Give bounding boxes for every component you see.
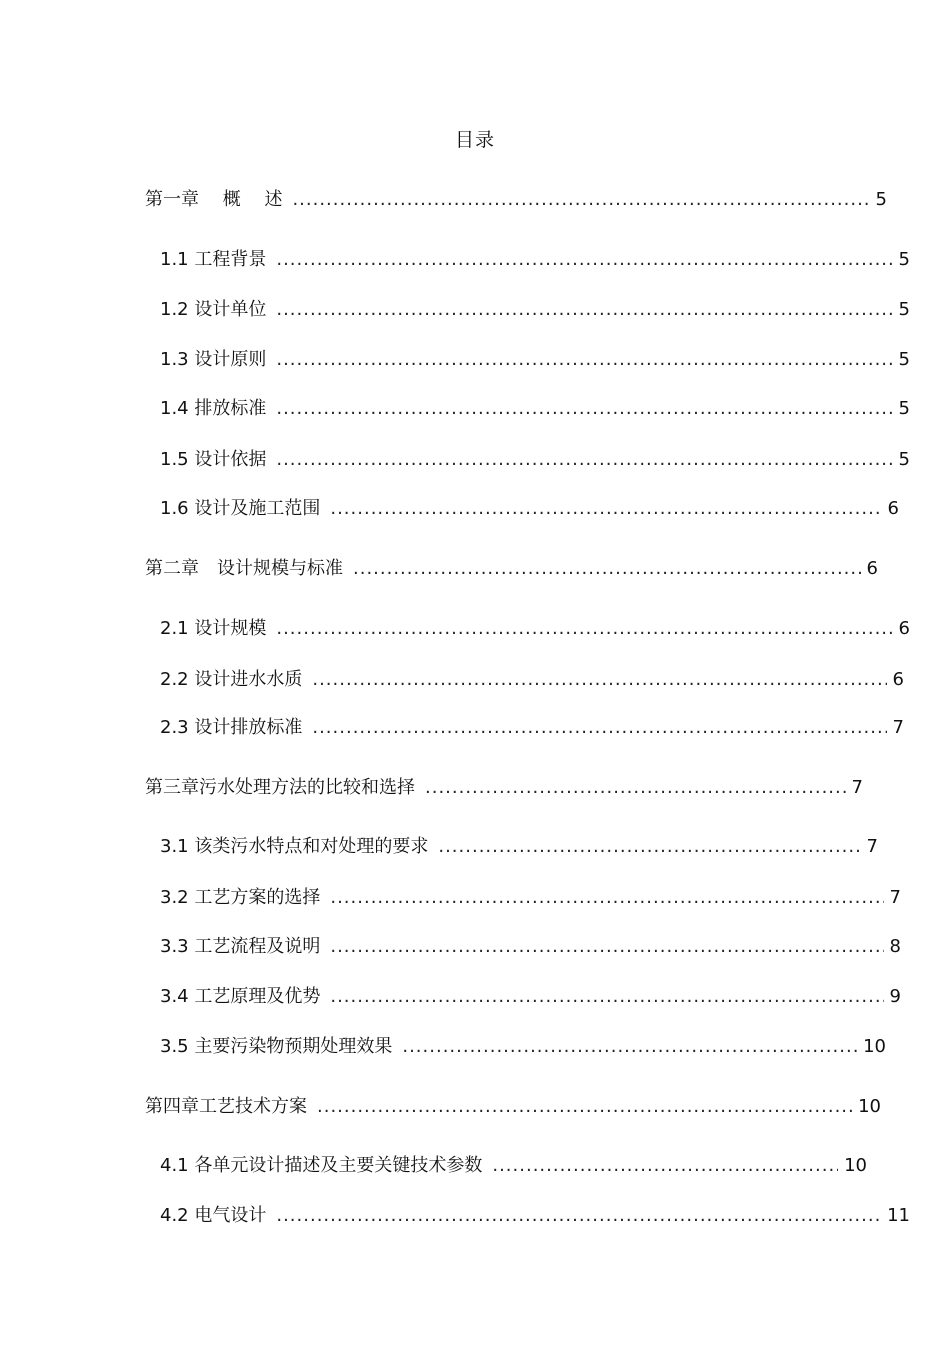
toc-page-number: 5 — [875, 189, 887, 210]
dot-leader — [330, 934, 883, 960]
dot-leader — [317, 1094, 852, 1120]
dot-leader — [312, 667, 886, 693]
toc-entry-label: 1.4 排放标准 — [160, 398, 267, 419]
toc-entry-label: 3.1 该类污水特点和对处理的要求 — [160, 836, 429, 857]
toc-page-number: 6 — [887, 498, 899, 519]
dot-leader — [402, 1034, 857, 1060]
toc-entry-2-3[interactable] — [160, 715, 904, 741]
toc-page-number: 7 — [889, 887, 901, 908]
toc-entry-4-2[interactable] — [160, 1203, 910, 1229]
toc-page-number: 7 — [851, 777, 863, 798]
toc-entry-label: 第四章工艺技术方案 — [145, 1096, 307, 1117]
toc-title: 目录 — [454, 129, 495, 151]
toc-entry-3-3[interactable] — [160, 934, 901, 960]
toc-entry-chapter-3[interactable] — [145, 775, 863, 801]
toc-entry-label: 第三章污水处理方法的比较和选择 — [145, 777, 415, 798]
toc-entry-label: 3.3 工艺流程及说明 — [160, 936, 321, 957]
toc-entry-label: 第二章 设计规模与标准 — [145, 558, 343, 579]
toc-entry-1-6[interactable] — [160, 496, 899, 522]
toc-entry-label: 1.1 工程背景 — [160, 249, 267, 270]
toc-entry-1-4[interactable] — [160, 396, 910, 422]
dot-leader — [276, 616, 892, 642]
toc-entry-1-5[interactable] — [160, 447, 910, 473]
toc-page-number: 9 — [889, 986, 901, 1007]
toc-entry-label: 3.4 工艺原理及优势 — [160, 986, 321, 1007]
toc-entry-3-2[interactable] — [160, 885, 901, 911]
toc-page-number: 7 — [892, 717, 904, 738]
toc-page-number: 10 — [858, 1096, 881, 1117]
dot-leader — [276, 297, 892, 323]
toc-page-number: 10 — [844, 1155, 867, 1176]
toc-page-number: 7 — [866, 836, 878, 857]
toc-entry-label: 1.5 设计依据 — [160, 449, 267, 470]
toc-page-number: 6 — [892, 669, 904, 690]
dot-leader — [276, 347, 892, 373]
dot-leader — [330, 984, 883, 1010]
toc-page-number: 5 — [898, 299, 910, 320]
toc-entry-label: 第一章 概 述 — [145, 189, 283, 210]
dot-leader — [330, 885, 883, 911]
toc-page-number: 8 — [889, 936, 901, 957]
toc-entry-chapter-1[interactable] — [145, 187, 887, 213]
toc-entry-2-2[interactable] — [160, 667, 904, 693]
dot-leader — [276, 396, 892, 422]
toc-entry-label: 3.2 工艺方案的选择 — [160, 887, 321, 908]
dot-leader — [292, 187, 869, 213]
toc-entry-label: 1.6 设计及施工范围 — [160, 498, 321, 519]
dot-leader — [276, 247, 892, 273]
dot-leader — [312, 715, 886, 741]
toc-entry-3-1[interactable] — [160, 834, 878, 860]
toc-entry-label: 4.1 各单元设计描述及主要关键技术参数 — [160, 1155, 483, 1176]
toc-page-number: 10 — [863, 1036, 886, 1057]
dot-leader — [330, 496, 881, 522]
toc-entry-3-4[interactable] — [160, 984, 901, 1010]
dot-leader — [425, 775, 846, 801]
toc-page-number: 6 — [866, 558, 878, 579]
toc-entry-2-1[interactable] — [160, 616, 910, 642]
toc-page-number: 11 — [887, 1205, 910, 1226]
toc-entry-1-3[interactable] — [160, 347, 910, 373]
toc-entry-1-2[interactable] — [160, 297, 910, 323]
toc-entry-label: 1.2 设计单位 — [160, 299, 267, 320]
toc-page-number: 6 — [898, 618, 910, 639]
toc-entry-3-5[interactable] — [160, 1034, 886, 1060]
dot-leader — [276, 1203, 881, 1229]
dot-leader — [492, 1153, 838, 1179]
toc-entry-label: 2.1 设计规模 — [160, 618, 267, 639]
toc-entry-chapter-2[interactable] — [145, 556, 878, 582]
toc-page-number: 5 — [898, 398, 910, 419]
toc-entry-label: 4.2 电气设计 — [160, 1205, 267, 1226]
toc-entry-label: 2.3 设计排放标准 — [160, 717, 303, 738]
toc-entry-1-1[interactable] — [160, 247, 910, 273]
toc-page-number: 5 — [898, 449, 910, 470]
dot-leader — [353, 556, 861, 582]
dot-leader — [438, 834, 860, 860]
toc-page-number: 5 — [898, 249, 910, 270]
toc-entry-label: 2.2 设计进水水质 — [160, 669, 303, 690]
toc-entry-chapter-4[interactable] — [145, 1094, 881, 1120]
toc-entry-4-1[interactable] — [160, 1153, 867, 1179]
toc-page-number: 5 — [898, 349, 910, 370]
toc-entry-label: 3.5 主要污染物预期处理效果 — [160, 1036, 393, 1057]
dot-leader — [276, 447, 892, 473]
toc-entry-label: 1.3 设计原则 — [160, 349, 267, 370]
